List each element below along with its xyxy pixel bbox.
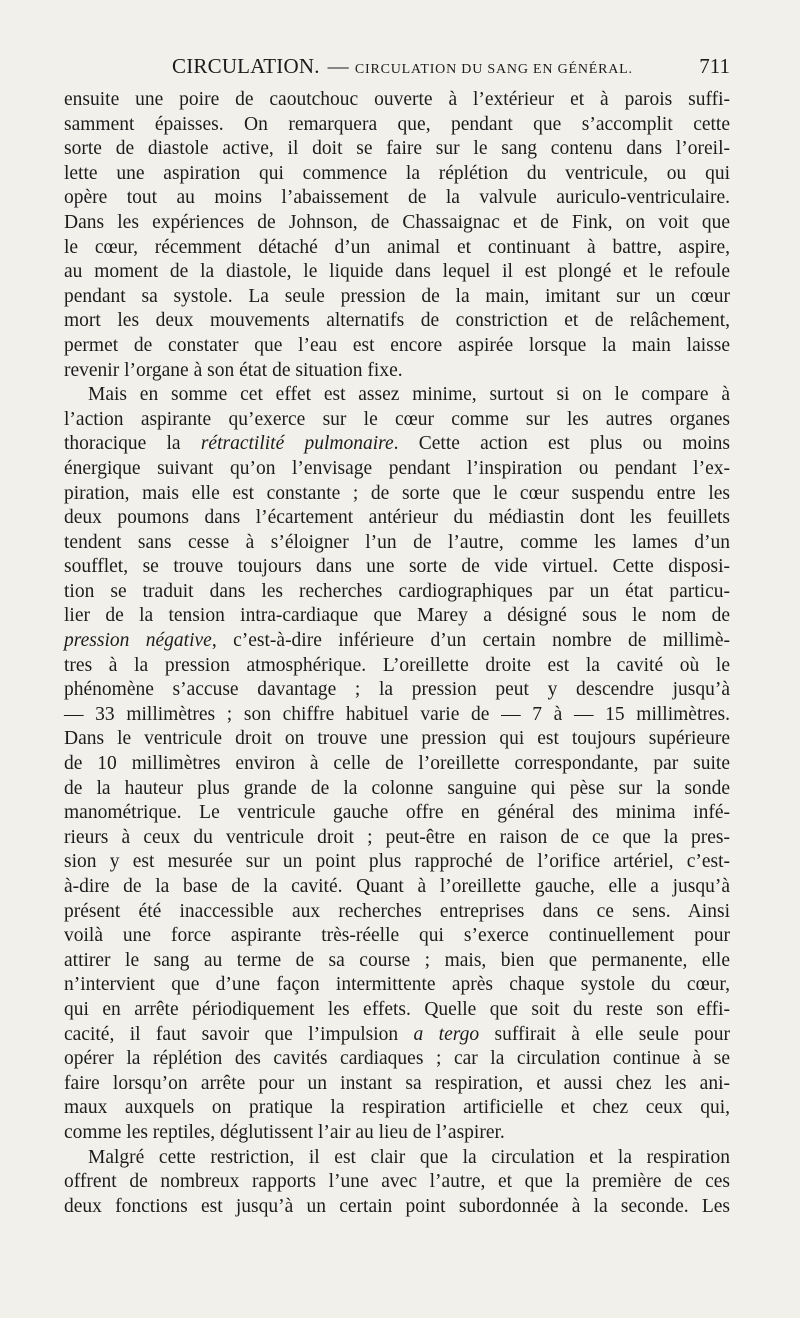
text-line: voilà une force aspirante très-réelle qui s’exerce continuellement pour xyxy=(64,925,730,947)
text-line: sion y est mesurée sur un point plus rapproché de l’orifice artériel, c’est- xyxy=(64,851,730,873)
text-line: énergique suivant qu’on l’envisage pendant l’inspiration ou pendant l’ex- xyxy=(64,457,730,479)
text-line: offrent de nombreux rapports l’une avec l’autre, et que la première de ces xyxy=(64,1171,730,1193)
text-line: opère tout au moins l’abaissement de la valvule auriculo-ventriculaire. xyxy=(64,187,730,209)
text-line: présent été inaccessible aux recherches entreprises dans ce sens. Ainsi xyxy=(64,900,730,922)
text-line: manométrique. Le ventricule gauche offre en général des minima infé- xyxy=(64,802,730,824)
text-line: de la hauteur plus grande de la colonne sanguine qui pèse sur la sonde xyxy=(64,777,730,799)
text-line: revenir l’organe à son état de situation fixe. xyxy=(64,359,403,381)
text-line: n’intervient que d’une façon intermittente après chaque systole du cœur, xyxy=(64,974,730,996)
text-line: pendant sa systole. La seule pression de la main, imitant sur un cœur xyxy=(64,285,730,307)
italic-term: pression négative xyxy=(64,630,212,652)
text-line: piration, mais elle est constante ; de sorte que le cœur suspendu entre les xyxy=(64,482,730,504)
text-line xyxy=(64,432,730,457)
running-title xyxy=(172,54,633,79)
text-line: mort les deux mouvements alternatifs de constriction et de relâchement, xyxy=(64,310,730,332)
body-text xyxy=(64,88,730,1219)
text-line: l’action aspirante qu’exerce sur le cœur comme sur les autres organes xyxy=(64,408,730,430)
text-line: rieurs à ceux du ventricule droit ; peut-être en raison de ce que la pres- xyxy=(64,826,730,848)
text-line: lier de la tension intra-cardiaque que Marey a désigné sous le nom de xyxy=(64,605,730,627)
text-line: samment épaisses. On remarquera que, pendant que s’accomplit cette xyxy=(64,113,730,135)
text-segment: cacité, il faut savoir que l’impulsion xyxy=(64,1023,414,1045)
text-line: tres à la pression atmosphérique. L’oreillette droite est la cavité où le xyxy=(64,654,730,676)
text-line: phénomène s’accuse davantage ; la pression peut y descendre jusqu’à xyxy=(64,679,730,701)
text-line xyxy=(64,629,730,654)
text-line: ensuite une poire de caoutchouc ouverte à l’extérieur et à parois suffi- xyxy=(64,89,730,110)
text-segment: , c’est-à-dire inférieure d’un certain nombre de millimè- xyxy=(211,630,730,652)
header-title: CIRCULATION. xyxy=(172,54,320,78)
text-line: deux poumons dans l’écartement antérieur du médiastin dont les feuillets xyxy=(64,507,730,529)
text-line: tion se traduit dans les recherches cardiographiques par un état particu- xyxy=(64,580,730,602)
paragraph xyxy=(64,383,730,1145)
italic-term: rétractilité pulmonaire xyxy=(200,433,394,455)
text-segment: thoracique la xyxy=(64,433,201,455)
text-line: — 33 millimètres ; son chiffre habituel varie de — 7 à — 15 millimètres. xyxy=(64,703,730,725)
italic-term: a tergo xyxy=(413,1023,480,1045)
text-line: lette une aspiration qui commence la réplétion du ventricule, ou qui xyxy=(64,162,730,184)
text-line: Mais en somme cet effet est assez minime, surtout si on le compare à xyxy=(88,384,730,406)
running-header xyxy=(64,52,730,84)
text-line: maux auxquels on pratique la respiration artificielle et chez ceux qui, xyxy=(64,1097,730,1119)
text-line: de 10 millimètres environ à celle de l’oreillette correspondante, par suite xyxy=(64,753,730,775)
text-line: faire lorsqu’on arrête pour un instant sa respiration, et aussi chez les ani- xyxy=(64,1072,730,1094)
header-separator: — xyxy=(327,54,349,78)
text-line: opérer la réplétion des cavités cardiaques ; car la circulation continue à se xyxy=(64,1048,730,1070)
page-number: 711 xyxy=(699,54,730,78)
text-line: deux fonctions est jusqu’à un certain point subordonnée à la seconde. Les xyxy=(64,1195,730,1217)
text-line xyxy=(64,1023,730,1048)
text-line: qui en arrête périodiquement les effets. Quelle que soit du reste son effi- xyxy=(64,998,730,1020)
text-line: permet de constater que l’eau est encore aspirée lorsque la main laisse xyxy=(64,334,730,356)
text-line: Malgré cette restriction, il est clair que la circulation et la respiration xyxy=(88,1146,730,1168)
text-line: Dans les expériences de Johnson, de Chassaignac et de Fink, on voit que xyxy=(64,211,730,233)
text-line: comme les reptiles, déglutissent l’air au lieu de l’aspirer. xyxy=(64,1121,505,1143)
header-subtitle: CIRCULATION DU SANG EN GÉNÉRAL. xyxy=(354,62,633,77)
paragraph xyxy=(64,88,730,383)
text-line: tendent sans cesse à s’éloigner l’un de l’autre, comme les lames d’un xyxy=(64,531,730,553)
text-line: sorte de diastole active, il doit se faire sur le sang contenu dans l’oreil- xyxy=(64,138,730,160)
text-line: soufflet, se trouve toujours dans une sorte de vide virtuel. Cette disposi- xyxy=(64,556,730,578)
paragraph xyxy=(64,1146,730,1220)
text-line: à-dire de la base de la cavité. Quant à l’oreillette gauche, elle a jusqu’à xyxy=(64,876,730,897)
text-line: le cœur, récemment détaché d’un animal et continuant à battre, aspire, xyxy=(64,236,730,258)
text-line: Dans le ventricule droit on trouve une pression qui est toujours supérieure xyxy=(64,728,730,750)
text-line: attirer le sang au terme de sa course ; mais, bien que permanente, elle xyxy=(64,949,730,971)
text-segment: . Cette action est plus ou moins xyxy=(393,433,730,455)
text-segment: suffirait à elle seule pour xyxy=(479,1023,730,1045)
text-line: au moment de la diastole, le liquide dans lequel il est plongé et le refoule xyxy=(64,261,730,283)
